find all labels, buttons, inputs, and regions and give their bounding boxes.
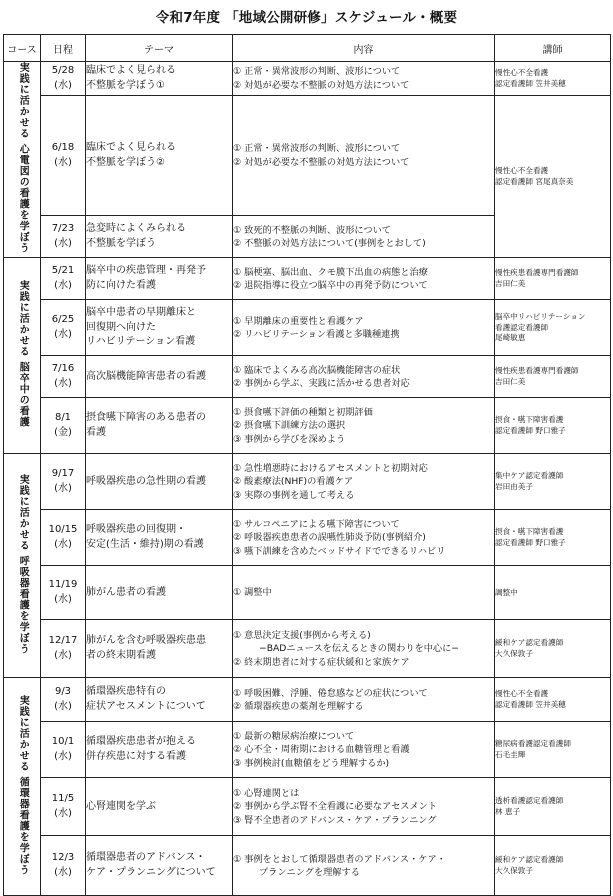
header-lecturer: 講師	[495, 35, 611, 62]
date-cell	[41, 454, 86, 510]
session-day: (水)	[54, 538, 72, 550]
table-row	[4, 566, 611, 620]
theme-cell	[86, 778, 233, 836]
table-row	[4, 722, 611, 778]
text-line: 症状アセスメントについて	[86, 700, 206, 712]
text-line: 林 恵子	[495, 806, 521, 816]
lecturer-cell	[495, 722, 611, 778]
date-cell	[41, 620, 86, 678]
session-date: 11/19	[48, 579, 78, 591]
text-line: ① 正常・異常波形の判断、波形について	[233, 66, 401, 78]
text-line: ③ 事例から学びを深めよう	[233, 433, 346, 445]
session-day: (水)	[54, 700, 72, 712]
text-line: ① 急性増悪時におけるアセスメントと初期対応	[233, 462, 428, 474]
text-line: 高次脳機能障害患者の看護	[86, 370, 206, 382]
text-line: 緩和ケア認定看護師	[495, 855, 564, 865]
session-date: 9/17	[51, 468, 75, 480]
date-cell	[41, 836, 86, 896]
text-line: 認定看護師 笠井美穂	[495, 699, 566, 709]
header-date: 日程	[41, 35, 86, 62]
text-line: 調整中	[495, 587, 518, 597]
text-line: 認定看護師 笠井美穂	[495, 78, 566, 88]
session-day: (水)	[54, 593, 72, 605]
text-line: ② 心不全・周術期における血糖管理と看護	[233, 744, 410, 756]
session-date: 10/1	[51, 736, 75, 748]
theme-cell	[86, 722, 233, 778]
text-line: 回復期へ向けた	[86, 321, 156, 333]
session-date: 6/18	[51, 142, 75, 154]
content-cell	[233, 722, 495, 778]
text-line: 摂食・嚥下障害看護	[495, 527, 564, 537]
text-line: 尾崎敏恵	[495, 333, 526, 343]
text-line: ② 対処が必要な不整脈の対処方法について	[233, 156, 410, 168]
session-date: 11/5	[51, 793, 75, 805]
session-day: (水)	[54, 79, 72, 91]
lecturer-cell	[495, 96, 611, 258]
content-cell	[233, 678, 495, 722]
text-line: 防に向けた看護	[86, 279, 156, 291]
page-title: 令和7年度 「地域公開研修」スケジュール・概要	[155, 10, 458, 26]
text-line: ② 循環器疾患の薬剤を理解する	[233, 700, 364, 712]
date-cell	[41, 300, 86, 356]
theme-cell	[86, 454, 233, 510]
theme-cell	[86, 356, 233, 398]
lecturer-cell	[495, 300, 611, 356]
date-cell	[41, 258, 86, 300]
lecturer-cell	[495, 356, 611, 398]
text-line: 併存疾患に対する看護	[86, 750, 186, 762]
lecturer-cell	[495, 836, 611, 896]
text-line: ② 退院指導に役立つ脳卒中の再発予防について	[233, 279, 428, 291]
table-row	[4, 620, 611, 678]
content-cell	[233, 566, 495, 620]
text-line: ケア・プランニングについて	[86, 866, 216, 878]
session-day: (水)	[54, 279, 72, 291]
text-line: 摂食嚥下障害のある患者の	[86, 412, 206, 424]
session-day: (水)	[54, 649, 72, 661]
text-line: ③ 事例検討(血糖値をどう理解するか)	[233, 757, 390, 769]
course-name: 実践に活かせる 心電図の看護を学ぼう	[17, 62, 29, 254]
theme-cell	[86, 678, 233, 722]
course-name-cell	[4, 454, 41, 678]
text-line: 急変時によくみられる	[86, 223, 186, 235]
header-content: 内容	[233, 35, 495, 62]
session-date: 5/21	[51, 265, 75, 277]
session-day: (金)	[54, 426, 72, 438]
text-line: ① 正常・異常波形の判断、波形について	[233, 143, 401, 155]
schedule-body	[4, 62, 611, 896]
text-line: ② 事例から学ぶ、実践に活かせる患者対応	[233, 377, 410, 389]
date-cell	[41, 678, 86, 722]
text-line: 慢性疾患看護専門看護師	[495, 268, 579, 278]
text-line: 不整脈を学ぼう①	[86, 79, 165, 91]
course-name: 実践に活かせる 呼吸器看護を学ぼう	[17, 473, 29, 655]
text-line: ③ 実際の事例を通して考える	[233, 489, 355, 501]
text-line: ① 心腎連関とは	[233, 787, 300, 799]
table-row	[4, 258, 611, 300]
text-line: 循環器患者のアドバンス・	[86, 852, 206, 864]
session-date: 8/1	[54, 412, 72, 424]
content-cell	[233, 96, 495, 216]
text-line: ① 調整中	[233, 587, 272, 599]
theme-cell	[86, 96, 233, 216]
theme-cell	[86, 300, 233, 356]
course-name: 実践に活かせる 脳卒中の看護	[17, 280, 29, 428]
text-line: ② リハビリテーション看護と多職種連携	[233, 328, 400, 340]
table-row	[4, 678, 611, 722]
table-row	[4, 836, 611, 896]
session-date: 7/16	[51, 363, 75, 375]
table-row	[4, 510, 611, 566]
course-name-cell	[4, 258, 41, 454]
date-cell	[41, 566, 86, 620]
text-line: ③ 腎不全患者のアドバンス・ケア・プランニング	[233, 814, 437, 826]
text-line: 認定看護師 野口雅子	[495, 425, 566, 435]
date-cell	[41, 722, 86, 778]
text-line: 糖尿病看護認定看護師	[495, 739, 571, 749]
text-line: 透析看護認定看護師	[495, 796, 564, 806]
session-day: (水)	[54, 328, 72, 340]
text-line: 脳卒中の疾患管理・再発予	[86, 265, 206, 277]
text-line: 循環器疾患特有の	[86, 686, 166, 698]
session-date: 5/28	[51, 65, 75, 76]
text-line: ② 事例から学ぶ腎不全看護に必要なアセスメント	[233, 801, 438, 813]
text-line: ① 早期離床の重要性と看護ケア	[233, 315, 364, 327]
table-row	[4, 300, 611, 356]
text-line: 認定看護師 野口雅子	[495, 537, 566, 547]
text-line: 心腎連関を学ぶ	[86, 800, 156, 812]
text-line: ① 事例をとおして循環器患者のアドバンス・ケア・	[233, 853, 446, 865]
theme-cell	[86, 62, 233, 96]
text-line: 脳卒中患者の早期離床と	[86, 307, 196, 319]
text-line: 者の終末期看護	[86, 649, 156, 661]
text-line: ③ 嚥下訓練を含めたベッドサイドでできるリハビリ	[233, 545, 446, 557]
lecturer-cell	[495, 454, 611, 510]
text-line: ① 呼吸困難、浮腫、倦怠感などの症状について	[233, 687, 428, 699]
content-cell	[233, 62, 495, 96]
text-line: ② 終末期患者に対する症状緩和と家族ケア	[233, 656, 410, 668]
date-cell	[41, 62, 86, 96]
text-line: プランニングを理解する	[259, 866, 360, 878]
table-row	[4, 96, 611, 216]
content-cell	[233, 216, 495, 258]
text-line: 慢性心不全看護	[495, 67, 549, 77]
content-cell	[233, 356, 495, 398]
session-day: (水)	[54, 482, 72, 494]
text-line: 看護	[86, 426, 106, 438]
theme-cell	[86, 258, 233, 300]
text-line: ② 対処が必要な不整脈の対処方法について	[233, 79, 410, 91]
text-line: 摂食・嚥下障害看護	[495, 415, 564, 425]
text-line: 石毛圭輝	[495, 749, 526, 759]
text-line: リハビリテーション看護	[86, 336, 196, 348]
content-cell	[233, 454, 495, 510]
lecturer-cell	[495, 566, 611, 620]
text-line: ② 不整脈の対処方法について(事例をとおして)	[233, 237, 426, 249]
text-line: ① 致死的不整脈の判断、波形について	[233, 224, 391, 236]
theme-cell	[86, 836, 233, 896]
lecturer-cell	[495, 510, 611, 566]
table-row	[4, 356, 611, 398]
header-theme: テーマ	[86, 35, 233, 62]
date-cell	[41, 356, 86, 398]
text-line: 吉田仁美	[495, 376, 526, 386]
content-cell	[233, 258, 495, 300]
table-header-row	[4, 35, 611, 62]
text-line: 臨床でよく見られる	[86, 65, 176, 76]
schedule-table	[3, 34, 611, 896]
lecturer-cell	[495, 258, 611, 300]
session-date: 12/17	[48, 635, 78, 647]
course-name: 実践に活かせる 循環器看護を学ぼう	[17, 694, 29, 876]
session-date: 6/25	[51, 314, 75, 326]
session-date: 10/15	[48, 524, 78, 536]
text-line: 呼吸器疾患の急性期の看護	[86, 475, 206, 487]
theme-cell	[86, 398, 233, 454]
text-line: 大久保敦子	[495, 865, 533, 875]
lecturer-cell	[495, 398, 611, 454]
text-line: 循環器疾患患者が抱える	[86, 736, 196, 748]
text-line: 緩和ケア認定看護師	[495, 638, 564, 648]
text-line: ① 臨床でよくみる高次脳機能障害の症状	[233, 364, 401, 376]
text-line: ① 摂食嚥下評価の種類と初期評価	[233, 406, 373, 418]
text-line: 安定(生活・維持)期の看護	[86, 538, 204, 550]
content-cell	[233, 510, 495, 566]
session-day: (水)	[54, 156, 72, 168]
text-line: 不整脈を学ぼう	[86, 237, 156, 249]
lecturer-cell	[495, 62, 611, 96]
table-row	[4, 398, 611, 454]
text-line: 不整脈を学ぼう②	[86, 156, 165, 168]
content-cell	[233, 398, 495, 454]
text-line: ① サルコペニアによる嚥下障害について	[233, 518, 400, 530]
text-line: 呼吸器疾患の回復期・	[86, 524, 186, 536]
lecturer-cell	[495, 678, 611, 722]
text-line: 集中ケア認定看護師	[495, 471, 564, 481]
table-row	[4, 778, 611, 836]
course-name-cell	[4, 62, 41, 258]
content-cell	[233, 836, 495, 896]
header-course: コース	[4, 35, 41, 62]
text-line: −BADニュースを伝えるときの関わりを中心に−	[259, 643, 459, 655]
date-cell	[41, 778, 86, 836]
session-date: 9/3	[54, 686, 72, 698]
text-line: 吉田仁美	[495, 278, 526, 288]
session-day: (水)	[54, 237, 72, 249]
theme-cell	[86, 566, 233, 620]
content-cell	[233, 620, 495, 678]
content-cell	[233, 778, 495, 836]
text-line: 慢性疾患看護専門看護師	[495, 366, 579, 376]
text-line: ① 意思決定支援(事例から考える)	[233, 629, 371, 641]
table-row	[4, 454, 611, 510]
text-line: 大久保敦子	[495, 648, 533, 658]
theme-cell	[86, 216, 233, 258]
theme-cell	[86, 620, 233, 678]
session-date: 7/23	[51, 223, 75, 235]
session-day: (水)	[54, 866, 72, 878]
text-line: ② 酸素療法(NHF)の看護ケア	[233, 476, 354, 488]
text-line: ② 摂食嚥下訓練方法の選択	[233, 420, 346, 432]
lecturer-cell	[495, 620, 611, 678]
date-cell	[41, 96, 86, 216]
date-cell	[41, 216, 86, 258]
text-line: 臨床でよく見られる	[86, 142, 176, 154]
text-line: 肺がん患者の看護	[86, 586, 166, 598]
text-line: ② 呼吸器疾患患者の誤嚥性肺炎予防(事例紹介)	[233, 532, 426, 544]
text-line: 慢性心不全看護	[495, 689, 549, 699]
theme-cell	[86, 510, 233, 566]
content-cell	[233, 300, 495, 356]
date-cell	[41, 398, 86, 454]
text-line: 岩田由美子	[495, 481, 533, 491]
session-day: (水)	[54, 807, 72, 819]
session-day: (水)	[54, 750, 72, 762]
session-day: (水)	[54, 377, 72, 389]
text-line: 脳卒中リハビリテーション	[495, 312, 586, 322]
text-line: 慢性心不全看護	[495, 166, 549, 176]
text-line: 認定看護師 宮尾真奈美	[495, 176, 574, 186]
text-line: ① 脳梗塞、脳出血、クモ膜下出血の病態と治療	[233, 266, 428, 278]
text-line: 肺がんを含む呼吸器疾患患	[86, 635, 206, 647]
course-name-cell	[4, 678, 41, 896]
date-cell	[41, 510, 86, 566]
text-line: ① 最新の糖尿病治療について	[233, 730, 355, 742]
table-row	[4, 62, 611, 96]
text-line: 看護認定看護師	[495, 322, 549, 332]
session-date: 12/3	[51, 852, 75, 864]
lecturer-cell	[495, 778, 611, 836]
